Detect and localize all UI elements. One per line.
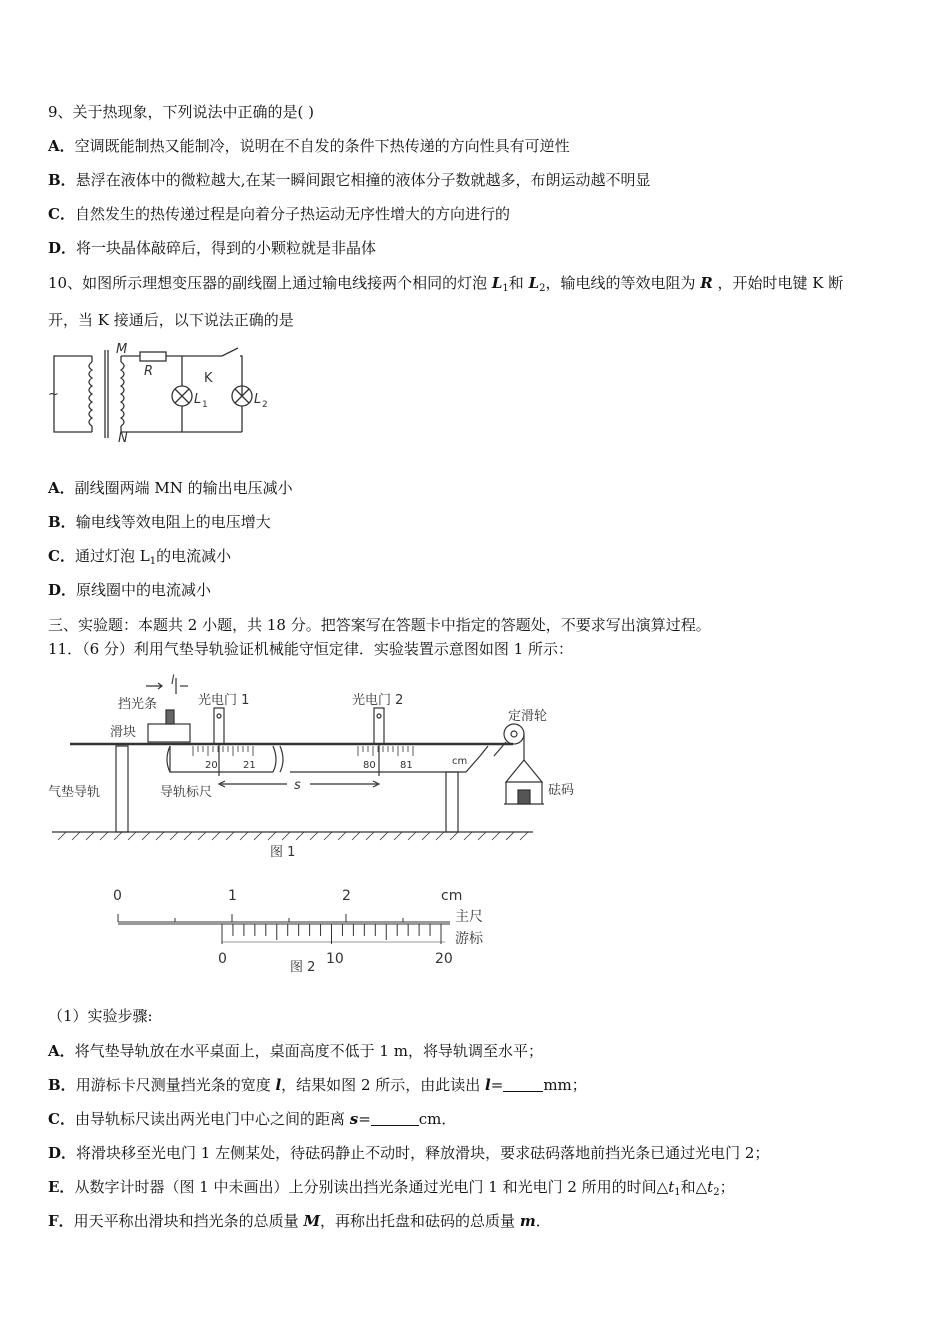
q9-stem: 9、关于热现象，下列说法中正确的是( ) — [48, 103, 315, 121]
q10-option-d: D．原线圈中的电流减小 — [48, 581, 212, 599]
q9-option-c: C．自然发生的热传递过程是向着分子热运动无序性增大的方向进行的 — [48, 205, 510, 223]
q9-option-a: A．空调既能制热又能制冷，说明在不自发的条件下热传递的方向性具有可逆性 — [48, 137, 570, 155]
q11-figure2-vernier — [100, 884, 500, 980]
vernier-scale-10: 10 — [326, 951, 344, 967]
answer-blank-l[interactable] — [503, 1077, 543, 1092]
label-width-l: l — [171, 673, 175, 687]
q11-step-c: C．由导轨标尺读出两光电门中心之间的距离 s= cm． — [48, 1110, 457, 1128]
answer-blank-s[interactable] — [371, 1111, 419, 1126]
tick-label-81: 81 — [400, 760, 413, 771]
q10-stem-line1: 10、如图所示理想变压器的副线圈上通过输电线接两个相同的灯泡 $L_1$和 $L_2$，输电线的等效电阻为 R ，开始时电键 K 断 — [48, 274, 844, 294]
main-scale-0: 0 — [113, 888, 122, 904]
figure2-caption: 图 2 — [290, 960, 316, 975]
label-l1-sub: 1 — [202, 400, 208, 410]
q11-stem: 11．（6 分）利用气垫导轨验证机械能守恒定律．实验装置示意图如图 1 所示： — [48, 640, 573, 658]
label-k: K — [204, 371, 213, 386]
q10-option-c: C．通过灯泡 $L_1$的电流减小 — [48, 547, 232, 567]
label-shield-strip: 挡光条 — [118, 697, 158, 712]
ac-source-symbol: ~ — [48, 387, 59, 402]
label-slider: 滑块 — [110, 725, 137, 740]
tick-label-80: 80 — [363, 760, 376, 771]
label-pulley: 定滑轮 — [508, 709, 548, 724]
label-l2-sub: 2 — [262, 400, 268, 410]
q9-option-d: D．将一块晶体敲碎后，得到的小颗粒就是非晶体 — [48, 239, 377, 257]
tick-label-21: 21 — [243, 760, 256, 771]
tick-label-20: 20 — [205, 760, 218, 771]
label-air-rail: 气垫导轨 — [48, 785, 101, 800]
label-gate2: 光电门 2 — [352, 693, 404, 708]
main-scale-2: 2 — [342, 888, 351, 904]
label-l1: L — [194, 392, 202, 407]
q11-step-a: A．将气垫导轨放在水平桌面上，桌面高度不低于 1 m，将导轨调至水平； — [48, 1042, 543, 1060]
q11-step-f: F．用天平称出滑块和挡光条的总质量 M，再称出托盘和砝码的总质量 m． — [48, 1212, 551, 1230]
q10-option-b: B．输电线等效电阻上的电压增大 — [48, 513, 271, 531]
q10-option-a: A．副线圈两端 MN 的输出电压减小 — [48, 479, 293, 497]
label-m: M — [116, 342, 128, 357]
vernier-scale-20: 20 — [435, 951, 453, 967]
vernier-scale-0: 0 — [218, 951, 227, 967]
label-gate1: 光电门 1 — [198, 693, 250, 708]
q10-circuit-diagram — [44, 340, 284, 446]
label-n: N — [118, 431, 128, 446]
main-scale-label: 主尺 — [455, 909, 483, 925]
figure1-caption: 图 1 — [270, 845, 296, 860]
q9-option-b: B．悬浮在液体中的微粒越大,在某一瞬间跟它相撞的液体分子数就越多，布朗运动越不明显 — [48, 171, 651, 189]
q11-step-d: D．将滑块移至光电门 1 左侧某处，待砝码静止不动时，释放滑块，要求砝码落地前挡光条已通过光电门 2； — [48, 1144, 770, 1162]
q11-step-b: B．用游标卡尺测量挡光条的宽度 l，结果如图 2 所示，由此读出 l= mm； — [48, 1076, 587, 1094]
label-distance-s: s — [294, 778, 301, 793]
main-scale-1: 1 — [228, 888, 237, 904]
q11-steps-title: （1）实验步骤: — [48, 1007, 153, 1025]
label-r: R — [144, 364, 154, 379]
unit-cm: cm — [452, 756, 468, 767]
q10-stem-line2: 开，当 K 接通后，以下说法正确的是 — [48, 311, 294, 329]
vernier-scale-label: 游标 — [455, 931, 483, 947]
label-weight: 砝码 — [548, 783, 575, 798]
label-rail-scale: 导轨标尺 — [160, 785, 213, 800]
q11-step-e: E．从数字计时器（图 1 中未画出）上分别读出挡光条通过光电门 1 和光电门 2 所用的时间$\triangle t_1$和$\triangle t_2$； — [48, 1178, 735, 1198]
section3-heading: 三、实验题：本题共 2 小题，共 18 分。把答案写在答题卡中指定的答题处，不要求写出演算过程。 — [48, 616, 711, 634]
main-scale-unit: cm — [441, 888, 463, 904]
q11-figure1-apparatus — [48, 672, 588, 862]
label-l2: L — [254, 392, 262, 407]
